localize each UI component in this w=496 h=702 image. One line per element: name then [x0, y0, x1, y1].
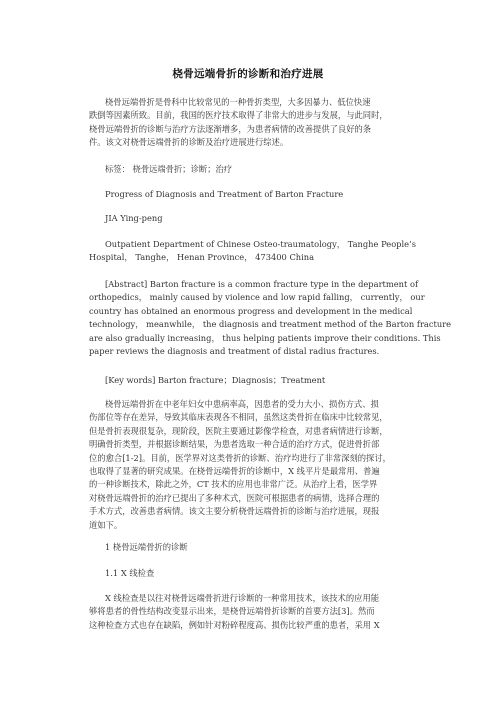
section-heading-1-1	[89, 567, 409, 580]
english-title	[89, 188, 409, 201]
xray-paragraph	[89, 592, 409, 632]
intro-paragraph	[89, 398, 409, 532]
affiliation	[89, 238, 416, 265]
abstract-en-line: technology， meanwhile， the diagnosis and treatment method of the Barton fracture	[89, 319, 452, 330]
keywords-cn	[89, 163, 409, 176]
section-heading-1	[89, 541, 409, 554]
intro-line: 道如下。	[89, 519, 123, 530]
intro-line: 桡骨远端骨折在中老年妇女中患病率高，因患者的受力大小、损伤方式、损	[105, 399, 379, 409]
intro-line: 对桡骨远端骨折的治疗已提出了多种术式，医院可根据患者的病情，选择合理的	[89, 492, 380, 503]
intro-line: 的一种诊断技术，除此之外，CT 技术的应用也非常广泛。从治疗上看，医学界	[89, 479, 378, 490]
abstract-en-line: orthopedics， mainly caused by violence and low rapid falling， currently， our	[89, 292, 425, 303]
keywords-cn-text: 标签： 桡骨远端骨折；诊断；治疗	[105, 164, 233, 174]
english-title-text: Progress of Diagnosis and Treatment of Barton Fracture	[105, 189, 344, 199]
abstract-cn-line: 件。该文对桡骨远端骨折的诊断及治疗进展进行综述。	[89, 137, 289, 148]
abstract-cn-line: 桡骨远端骨折的诊断与治疗方法逐渐增多，为患者病情的改善提供了良好的条	[89, 123, 372, 134]
abstract-en-line: are also gradually increasing， thus helping patients improve their conditions. This	[89, 332, 441, 343]
intro-line: 也取得了显著的研究成果。在桡骨远端骨折的诊断中，X 线平片是最常用、普遍	[89, 466, 380, 477]
paper-title: 桡骨远端骨折的诊断和治疗进展	[172, 68, 324, 80]
author-name: JIA Ying-peng	[105, 213, 163, 223]
abstract-en-line: country has obtained an enormous progress and development in the medical	[89, 305, 413, 316]
keywords-en-text: [Key words] Barton fracture；Diagnosis；Treatment	[105, 375, 326, 385]
section-heading-text: 1 桡骨远端骨折的诊断	[105, 542, 188, 552]
abstract-en-line: [Abstract] Barton fracture is a common fracture type in the department of	[105, 279, 419, 289]
xray-line: 这种检查方式也存在缺陷，例如针对粉碎程度高、损伤比较严重的患者，采用 X	[89, 619, 380, 630]
abstract-cn-line: 桡骨远端骨折是骨科中比较常见的一种骨折类型，大多因暴力、低位快速	[105, 97, 371, 107]
intro-line: 但是骨折表现很复杂，现阶段，医院主要通过影像学检查，对患者病情进行诊断，	[89, 425, 388, 436]
affiliation-line: Outpatient Department of Chinese Osteo-traumatology， Tanghe People’s	[105, 239, 416, 249]
intro-line: 伤部位等存在差异，导致其临床表现各不相同，虽然这类骨折在临床中比较常见，	[89, 412, 388, 423]
affiliation-line: Hospital， Tanghe， Henan Province， 473400 China	[89, 252, 315, 263]
xray-line: X 线检查是以往对桡骨远端骨折进行诊断的一种常用技术，该技术的应用能	[105, 593, 380, 603]
keywords-en	[89, 374, 409, 387]
abstract-cn-line: 跌倒等因素所致。目前，我国的医疗技术取得了非常大的进步与发展，与此同时，	[89, 110, 388, 121]
abstract-en	[89, 278, 452, 358]
author	[89, 212, 409, 225]
intro-line: 手术方式，改善患者病情。该文主要分析桡骨远端骨折的诊断与治疗进展，现报	[89, 506, 380, 517]
abstract-en-line: paper reviews the diagnosis and treatment of distal radius fractures.	[89, 346, 380, 357]
intro-line: 明确骨折类型，并根据诊断结果，为患者选取一种合适的治疗方式，促进骨折部	[89, 439, 380, 450]
subsection-heading-text: 1.1 X 线检查	[105, 568, 155, 578]
intro-line: 位的愈合[1-2]。目前，医学界对这类骨折的诊断、治疗均进行了非常深刻的探讨，	[89, 452, 391, 463]
xray-line: 够将患者的骨性结构改变显示出来，是桡骨远端骨折诊断的首要方法[3]。然而	[89, 606, 375, 617]
abstract-cn	[89, 96, 409, 150]
